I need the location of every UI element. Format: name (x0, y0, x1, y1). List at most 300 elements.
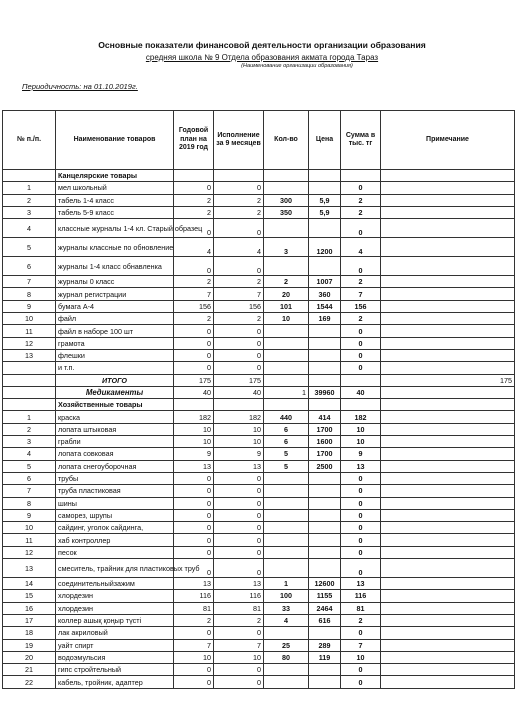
cell-sum: 0 (341, 472, 381, 484)
cell-sum: 0 (341, 349, 381, 361)
cell-plan: 175 (174, 374, 214, 386)
cell-quantity: 6 (264, 423, 309, 435)
cell-name: журналы 1-4 класс обнавленка (56, 257, 174, 276)
table-row (3, 219, 515, 238)
cell-name: коллер ашық қоңыр түсті (56, 614, 174, 626)
cell-number: 2 (3, 423, 56, 435)
cell-quantity (264, 362, 309, 374)
cell-executed: 2 (214, 276, 264, 288)
cell-name: журнал регистрации (56, 288, 174, 300)
cell-price: 119 (309, 651, 341, 663)
cell-sum: 9 (341, 448, 381, 460)
cell-sum: 13 (341, 578, 381, 590)
table-row (3, 194, 515, 206)
cell-sum: 2 (341, 276, 381, 288)
table-row (3, 578, 515, 590)
cell-plan: 13 (174, 578, 214, 590)
cell-name: соединительныйзажим (56, 578, 174, 590)
section-row (3, 399, 515, 411)
cell-plan: 0 (174, 676, 214, 688)
report-title: Основные показатели финансовой деятельности организации образования (98, 40, 426, 50)
cell-sum: 2 (341, 194, 381, 206)
cell-quantity: 2 (264, 276, 309, 288)
cell-executed: 10 (214, 651, 264, 663)
cell-sum: 81 (341, 602, 381, 614)
table-row (3, 559, 515, 578)
cell-executed: 7 (214, 639, 264, 651)
cell-price: 12600 (309, 578, 341, 590)
cell-sum: 0 (341, 522, 381, 534)
cell-quantity: 1 (264, 386, 309, 398)
cell-number: 12 (3, 546, 56, 558)
cell-quantity: 10 (264, 313, 309, 325)
cell-sum (341, 399, 381, 411)
cell-sum: 13 (341, 460, 381, 472)
cell-name: шины (56, 497, 174, 509)
cell-number: 15 (3, 590, 56, 602)
cell-price (309, 219, 341, 238)
cell-note (381, 411, 515, 423)
cell-note (381, 614, 515, 626)
cell-executed: 0 (214, 509, 264, 521)
cell-plan: 0 (174, 219, 214, 238)
cell-executed: 0 (214, 676, 264, 688)
cell-price (309, 374, 341, 386)
cell-price: 1155 (309, 590, 341, 602)
cell-sum: 4 (341, 238, 381, 257)
cell-name: и т.п. (56, 362, 174, 374)
cell-note (381, 386, 515, 398)
cell-plan: 0 (174, 509, 214, 521)
cell-plan: 2 (174, 206, 214, 218)
cell-executed: 0 (214, 559, 264, 578)
organization-name (0, 53, 524, 62)
cell-executed: 0 (214, 485, 264, 497)
cell-price (309, 664, 341, 676)
table-row (3, 411, 515, 423)
cell-plan: 0 (174, 664, 214, 676)
cell-executed: 0 (214, 362, 264, 374)
cell-note (381, 578, 515, 590)
cell-name: Медикаменты (56, 386, 174, 398)
cell-note (381, 639, 515, 651)
cell-number (3, 374, 56, 386)
cell-note (381, 182, 515, 194)
cell-price: 1700 (309, 423, 341, 435)
cell-plan: 2 (174, 313, 214, 325)
cell-number: 11 (3, 534, 56, 546)
cell-plan: 9 (174, 448, 214, 460)
cell-quantity: 33 (264, 602, 309, 614)
cell-executed: 2 (214, 614, 264, 626)
cell-number: 13 (3, 559, 56, 578)
cell-price (309, 627, 341, 639)
table-row (3, 472, 515, 484)
cell-name: грамота (56, 337, 174, 349)
cell-quantity: 101 (264, 300, 309, 312)
cell-quantity (264, 509, 309, 521)
cell-name: журналы классные по обновление (56, 238, 174, 257)
cell-note (381, 399, 515, 411)
table-row (3, 590, 515, 602)
table-row (3, 300, 515, 312)
cell-plan: 182 (174, 411, 214, 423)
cell-number: 11 (3, 325, 56, 337)
cell-executed: 13 (214, 578, 264, 590)
col-header-price: Цена (309, 111, 341, 170)
cell-name: лопата штыковая (56, 423, 174, 435)
cell-quantity: 100 (264, 590, 309, 602)
cell-price: 1200 (309, 238, 341, 257)
cell-note (381, 194, 515, 206)
cell-note (381, 546, 515, 558)
table-row (3, 276, 515, 288)
cell-quantity: 440 (264, 411, 309, 423)
table-row (3, 325, 515, 337)
cell-sum: 0 (341, 546, 381, 558)
cell-number: 8 (3, 497, 56, 509)
cell-price (309, 170, 341, 182)
cell-note (381, 257, 515, 276)
cell-note (381, 522, 515, 534)
cell-number: 12 (3, 337, 56, 349)
cell-plan: 7 (174, 288, 214, 300)
cell-price: 5,9 (309, 206, 341, 218)
cell-executed: 13 (214, 460, 264, 472)
cell-price (309, 534, 341, 546)
cell-plan (174, 399, 214, 411)
cell-note (381, 602, 515, 614)
cell-quantity (264, 182, 309, 194)
cell-plan: 2 (174, 614, 214, 626)
cell-price: 1544 (309, 300, 341, 312)
cell-quantity (264, 485, 309, 497)
cell-quantity: 300 (264, 194, 309, 206)
table-row (3, 288, 515, 300)
cell-plan: 0 (174, 257, 214, 276)
cell-name: краска (56, 411, 174, 423)
cell-quantity: 350 (264, 206, 309, 218)
cell-name: хлордезин (56, 602, 174, 614)
cell-quantity: 5 (264, 460, 309, 472)
cell-note (381, 300, 515, 312)
cell-executed: 4 (214, 238, 264, 257)
cell-note (381, 436, 515, 448)
cell-plan (174, 170, 214, 182)
table-row (3, 664, 515, 676)
cell-number (3, 170, 56, 182)
cell-note (381, 590, 515, 602)
cell-price (309, 182, 341, 194)
table-row (3, 386, 515, 398)
cell-executed: 9 (214, 448, 264, 460)
cell-note (381, 337, 515, 349)
table-row (3, 627, 515, 639)
cell-quantity (264, 522, 309, 534)
cell-name: лак акриловый (56, 627, 174, 639)
cell-price: 360 (309, 288, 341, 300)
cell-number: 4 (3, 219, 56, 238)
cell-name: смеситель, трайник для пластиковых труб (56, 559, 174, 578)
cell-note (381, 288, 515, 300)
cell-name: саморез, шрупы (56, 509, 174, 521)
cell-price: 414 (309, 411, 341, 423)
cell-price: 169 (309, 313, 341, 325)
cell-plan: 0 (174, 627, 214, 639)
cell-sum: 0 (341, 497, 381, 509)
cell-name: водоэмульсия (56, 651, 174, 663)
cell-quantity: 3 (264, 238, 309, 257)
table-row (3, 313, 515, 325)
cell-name: классные журналы 1-4 кл. Старый образец (56, 219, 174, 238)
cell-price (309, 509, 341, 521)
cell-name: журналы 0 класс (56, 276, 174, 288)
cell-number: 22 (3, 676, 56, 688)
cell-number: 3 (3, 436, 56, 448)
cell-note (381, 676, 515, 688)
periodicity (22, 82, 138, 91)
cell-executed: 0 (214, 325, 264, 337)
col-header-sum: Сумма в тыс. тг (341, 111, 381, 170)
cell-number: 21 (3, 664, 56, 676)
periodicity-text: Периодичность: на 01.10.2019г. (22, 82, 138, 91)
organization-name-text: средняя школа № 9 Отдела образования акмата города Тараз (145, 53, 379, 62)
cell-sum: 0 (341, 325, 381, 337)
cell-sum: 0 (341, 219, 381, 238)
table-row (3, 497, 515, 509)
cell-number: 1 (3, 182, 56, 194)
cell-note (381, 170, 515, 182)
cell-price (309, 349, 341, 361)
cell-quantity (264, 219, 309, 238)
cell-sum: 2 (341, 313, 381, 325)
cell-plan: 0 (174, 325, 214, 337)
cell-name: бумага А-4 (56, 300, 174, 312)
cell-name: флешки (56, 349, 174, 361)
cell-executed: 2 (214, 206, 264, 218)
cell-name: лопата совковая (56, 448, 174, 460)
total-row (3, 374, 515, 386)
cell-number: 7 (3, 276, 56, 288)
col-header-note: Примечание (381, 111, 515, 170)
cell-note (381, 497, 515, 509)
cell-name: табель 5-9 класс (56, 206, 174, 218)
cell-sum: 0 (341, 534, 381, 546)
cell-quantity (264, 472, 309, 484)
cell-quantity: 25 (264, 639, 309, 651)
cell-note: 175 (381, 374, 515, 386)
cell-price (309, 257, 341, 276)
cell-price (309, 485, 341, 497)
cell-plan: 0 (174, 182, 214, 194)
cell-name: трубы (56, 472, 174, 484)
cell-sum: 40 (341, 386, 381, 398)
cell-executed: 10 (214, 436, 264, 448)
cell-sum: 0 (341, 676, 381, 688)
cell-quantity (264, 337, 309, 349)
cell-number: 10 (3, 313, 56, 325)
cell-sum: 0 (341, 337, 381, 349)
cell-sum: 7 (341, 288, 381, 300)
cell-quantity (264, 325, 309, 337)
cell-name: табель 1-4 класс (56, 194, 174, 206)
table-row (3, 546, 515, 558)
cell-number (3, 362, 56, 374)
cell-quantity (264, 170, 309, 182)
cell-name: лопата снегоуборочная (56, 460, 174, 472)
cell-sum: 0 (341, 664, 381, 676)
cell-sum: 0 (341, 627, 381, 639)
cell-quantity (264, 374, 309, 386)
table-row (3, 337, 515, 349)
cell-executed: 0 (214, 546, 264, 558)
cell-sum (341, 374, 381, 386)
cell-plan: 0 (174, 337, 214, 349)
cell-sum: 116 (341, 590, 381, 602)
cell-number: 4 (3, 448, 56, 460)
cell-executed: 81 (214, 602, 264, 614)
table-row (3, 238, 515, 257)
organization-note: (Наименование организации образования) (241, 63, 353, 69)
table-row (3, 522, 515, 534)
cell-executed: 182 (214, 411, 264, 423)
cell-plan: 116 (174, 590, 214, 602)
table-row (3, 423, 515, 435)
cell-sum: 182 (341, 411, 381, 423)
cell-price (309, 546, 341, 558)
cell-note (381, 325, 515, 337)
cell-sum: 156 (341, 300, 381, 312)
table-row (3, 651, 515, 663)
table-row (3, 182, 515, 194)
cell-executed: 0 (214, 182, 264, 194)
cell-note (381, 276, 515, 288)
cell-plan: 0 (174, 559, 214, 578)
cell-sum: 7 (341, 639, 381, 651)
cell-quantity (264, 534, 309, 546)
cell-price (309, 559, 341, 578)
cell-plan: 0 (174, 362, 214, 374)
cell-note (381, 472, 515, 484)
cell-price: 289 (309, 639, 341, 651)
cell-note (381, 349, 515, 361)
cell-price (309, 325, 341, 337)
table-row (3, 436, 515, 448)
cell-executed: 0 (214, 349, 264, 361)
cell-executed (214, 399, 264, 411)
cell-number: 20 (3, 651, 56, 663)
cell-quantity (264, 546, 309, 558)
cell-executed: 0 (214, 257, 264, 276)
cell-name: мел школьный (56, 182, 174, 194)
cell-name: песок (56, 546, 174, 558)
col-header-number: № п./п. (3, 111, 56, 170)
cell-price (309, 522, 341, 534)
cell-sum: 0 (341, 362, 381, 374)
cell-plan: 10 (174, 436, 214, 448)
cell-number: 10 (3, 522, 56, 534)
cell-number: 2 (3, 194, 56, 206)
cell-note (381, 362, 515, 374)
cell-sum: 10 (341, 651, 381, 663)
table-row (3, 602, 515, 614)
col-header-plan: Годовой план на 2019 год (174, 111, 214, 170)
cell-number: 6 (3, 257, 56, 276)
cell-sum: 10 (341, 436, 381, 448)
finance-table (2, 110, 515, 689)
cell-executed: 0 (214, 534, 264, 546)
cell-note (381, 534, 515, 546)
section-row (3, 170, 515, 182)
cell-plan: 156 (174, 300, 214, 312)
cell-plan: 0 (174, 522, 214, 534)
cell-note (381, 651, 515, 663)
table-row (3, 614, 515, 626)
cell-note (381, 460, 515, 472)
cell-plan: 2 (174, 194, 214, 206)
cell-name: хлордезин (56, 590, 174, 602)
table-row (3, 676, 515, 688)
cell-executed (214, 170, 264, 182)
cell-executed: 0 (214, 627, 264, 639)
cell-number: 13 (3, 349, 56, 361)
cell-number: 9 (3, 300, 56, 312)
cell-number: 18 (3, 627, 56, 639)
cell-quantity: 6 (264, 436, 309, 448)
cell-price: 39960 (309, 386, 341, 398)
cell-note (381, 485, 515, 497)
cell-note (381, 423, 515, 435)
cell-price (309, 472, 341, 484)
cell-plan: 0 (174, 497, 214, 509)
cell-note (381, 627, 515, 639)
cell-note (381, 664, 515, 676)
cell-price: 5,9 (309, 194, 341, 206)
cell-executed: 175 (214, 374, 264, 386)
cell-plan: 10 (174, 423, 214, 435)
cell-number (3, 399, 56, 411)
cell-number (3, 386, 56, 398)
cell-plan: 40 (174, 386, 214, 398)
table-row (3, 639, 515, 651)
cell-name: труба пластиковая (56, 485, 174, 497)
table-row (3, 485, 515, 497)
table-row (3, 534, 515, 546)
cell-quantity (264, 349, 309, 361)
cell-plan: 2 (174, 276, 214, 288)
cell-sum (341, 170, 381, 182)
cell-executed: 40 (214, 386, 264, 398)
cell-name: сайдинг, уголок сайдинга, (56, 522, 174, 534)
cell-price: 1600 (309, 436, 341, 448)
cell-price: 2464 (309, 602, 341, 614)
cell-executed: 0 (214, 522, 264, 534)
cell-note (381, 238, 515, 257)
cell-plan: 4 (174, 238, 214, 257)
cell-executed: 0 (214, 497, 264, 509)
table-row (3, 206, 515, 218)
cell-plan: 10 (174, 651, 214, 663)
cell-number: 6 (3, 472, 56, 484)
cell-number: 16 (3, 602, 56, 614)
table-row (3, 509, 515, 521)
cell-note (381, 559, 515, 578)
cell-price (309, 497, 341, 509)
cell-number: 1 (3, 411, 56, 423)
cell-name: кабель, тройник, адаптер (56, 676, 174, 688)
table-row (3, 349, 515, 361)
cell-executed: 0 (214, 664, 264, 676)
